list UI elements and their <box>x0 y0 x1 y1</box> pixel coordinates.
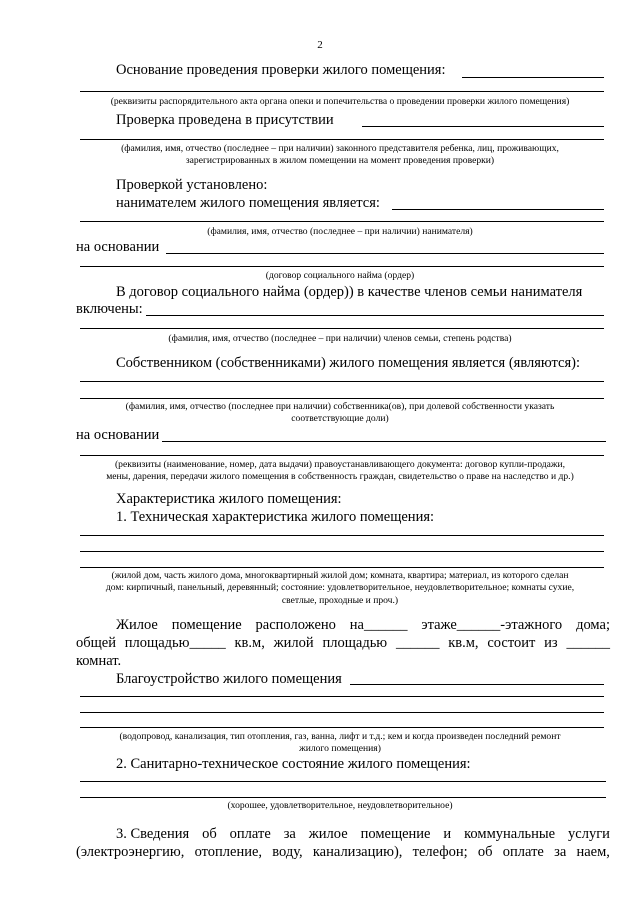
owner-basis-caption-line2: мены, дарения, передачи жилого помещения в собственность граждан, свидетельство о праве на наследство и др.) <box>106 471 574 482</box>
technical-caption-line1: (жилой дом, часть жилого дома, многоквартирный жилой дом; комната, квартира; материал, из которого сделан <box>111 570 569 581</box>
owner-field-line[interactable] <box>80 398 604 399</box>
payments-word: оплате <box>229 826 271 842</box>
location-word: состоит <box>487 635 536 651</box>
amenities-field-1[interactable] <box>80 696 604 697</box>
findings-heading: Проверкой установлено: <box>116 177 268 193</box>
presence-caption-line2: зарегистрированных в жилом помещении на момент проведения проверки) <box>185 155 495 166</box>
payments-word: коммунальные <box>464 826 556 842</box>
location-word: Жилое <box>116 617 158 633</box>
family-caption: (фамилия, имя, отчество (последнее – при наличии) членов семьи, степень родства) <box>168 333 512 344</box>
owner-basis-field[interactable] <box>162 441 606 442</box>
amenities-field-3[interactable] <box>80 727 604 728</box>
payments-word: телефон; <box>412 844 468 860</box>
characteristics-heading: Характеристика жилого помещения: <box>116 491 342 507</box>
technical-field-3[interactable] <box>80 567 604 568</box>
payments-word: наем, <box>576 844 610 860</box>
payments-word: за <box>283 826 296 842</box>
location-word: кв.м, <box>234 635 265 651</box>
tenant-field[interactable] <box>392 209 604 210</box>
tenant-field-line[interactable] <box>80 221 604 222</box>
inspection-basis-field-line[interactable] <box>80 91 604 92</box>
page-number: 2 <box>317 39 323 51</box>
location-storeys-field[interactable]: этаже______-этажного <box>421 617 563 633</box>
location-word: кв.м, <box>448 635 479 651</box>
owner-label: Собственником (собственниками) жилого помещения является (являются): <box>116 355 580 371</box>
payments-word: воду, <box>272 844 303 860</box>
payments-word: отопление, <box>194 844 263 860</box>
payments-word: услуги <box>568 826 610 842</box>
basis-field[interactable] <box>166 253 604 254</box>
presence-caption-line1: (фамилия, имя, отчество (последнее – при наличии) законного представителя ребенка, лиц, проживающих, <box>121 143 559 154</box>
location-word: дома; <box>576 617 610 633</box>
location-line1 <box>116 618 610 633</box>
payments-word: оплате <box>502 844 544 860</box>
amenities-field-2[interactable] <box>80 712 604 713</box>
rooms-count-field[interactable]: ______ <box>566 635 610 651</box>
family-label-line2: включены: <box>76 301 143 317</box>
technical-field-2[interactable] <box>80 551 604 552</box>
living-area-field[interactable]: ______ <box>395 635 440 651</box>
location-word: жилой <box>273 635 314 651</box>
amenities-field[interactable] <box>350 684 604 685</box>
payments-word: и <box>443 826 452 842</box>
family-field-line[interactable] <box>80 328 604 329</box>
total-area-field[interactable]: площадью_____ <box>124 635 226 651</box>
location-word: площадью <box>322 635 388 651</box>
sanitary-field-1[interactable] <box>80 781 606 782</box>
payments-word: за <box>554 844 567 860</box>
location-word: общей <box>76 635 116 651</box>
technical-caption-line3: светлые, проходные и проч.) <box>281 595 399 606</box>
payments-word: об <box>202 826 217 842</box>
owner-basis-field-line[interactable] <box>80 455 604 456</box>
location-word: помещение <box>171 617 242 633</box>
owner-caption-line2: соответствующие доли) <box>291 413 389 424</box>
tenant-label: нанимателем жилого помещения является: <box>116 195 380 211</box>
sanitary-field-2[interactable] <box>80 797 606 798</box>
payments-word: об <box>477 844 493 860</box>
payments-word: (электроэнергию, <box>76 844 185 860</box>
amenities-caption-line1: (водопровод, канализация, тип отопления, газ, ванна, лифт и т.д.; кем и когда произведен последний ремонт <box>119 731 561 742</box>
tenant-caption: (фамилия, имя, отчество (последнее – при наличии) нанимателя) <box>207 226 473 237</box>
inspection-basis-label: Основание проведения проверки жилого помещения: <box>116 62 446 78</box>
basis-caption: (договор социального найма (ордер) <box>265 270 415 281</box>
location-line2 <box>76 636 610 651</box>
payments-word: канализацию), <box>312 844 403 860</box>
amenities-label: Благоустройство жилого помещения <box>116 671 342 687</box>
payments-word: помещение <box>360 826 431 842</box>
owner-basis-label: на основании <box>76 427 160 443</box>
inspection-basis-caption: (реквизиты распорядительного акта органа опеки и попечительства о проведении проверки жилого помещения) <box>110 96 570 107</box>
owner-caption-line1: (фамилия, имя, отчество (последнее при наличии) собственника(ов), при долевой собственности указать <box>125 401 555 412</box>
payments-line1 <box>116 827 610 842</box>
sanitary-heading: 2. Санитарно-техническое состояние жилого помещения: <box>116 756 471 772</box>
payments-line2 <box>76 845 610 860</box>
location-word: расположено <box>255 617 336 633</box>
technical-heading: 1. Техническая характеристика жилого помещения: <box>116 509 435 525</box>
basis-field-line[interactable] <box>80 266 604 267</box>
presence-label: Проверка проведена в присутствии <box>116 112 334 128</box>
sanitary-caption: (хорошее, удовлетворительное, неудовлетворительное) <box>227 800 453 811</box>
basis-label: на основании <box>76 239 160 255</box>
technical-field-1[interactable] <box>80 535 604 536</box>
payments-word: жилое <box>308 826 348 842</box>
presence-field[interactable] <box>362 126 604 127</box>
owner-field[interactable] <box>80 381 604 382</box>
owner-basis-caption-line1: (реквизиты (наименование, номер, дата выдачи) правоустанавливающего документа: договор купли-продажи, <box>114 459 566 470</box>
payments-word: 3. Сведения <box>116 826 190 842</box>
location-line3: комнат. <box>76 653 122 669</box>
family-label-line1: В договор социального найма (ордер)) в качестве членов семьи нанимателя <box>116 284 583 300</box>
technical-caption-line2: дом: кирпичный, панельный, деревянный; состояние: удовлетворительное, неудовлетворительное; комнаты сухие, <box>105 582 575 593</box>
inspection-basis-field[interactable] <box>462 77 604 78</box>
amenities-caption-line2: жилого помещения) <box>299 743 381 754</box>
location-word: из <box>544 635 558 651</box>
location-floor-field[interactable]: на______ <box>349 617 408 633</box>
family-field[interactable] <box>146 315 604 316</box>
presence-field-line[interactable] <box>80 139 604 140</box>
